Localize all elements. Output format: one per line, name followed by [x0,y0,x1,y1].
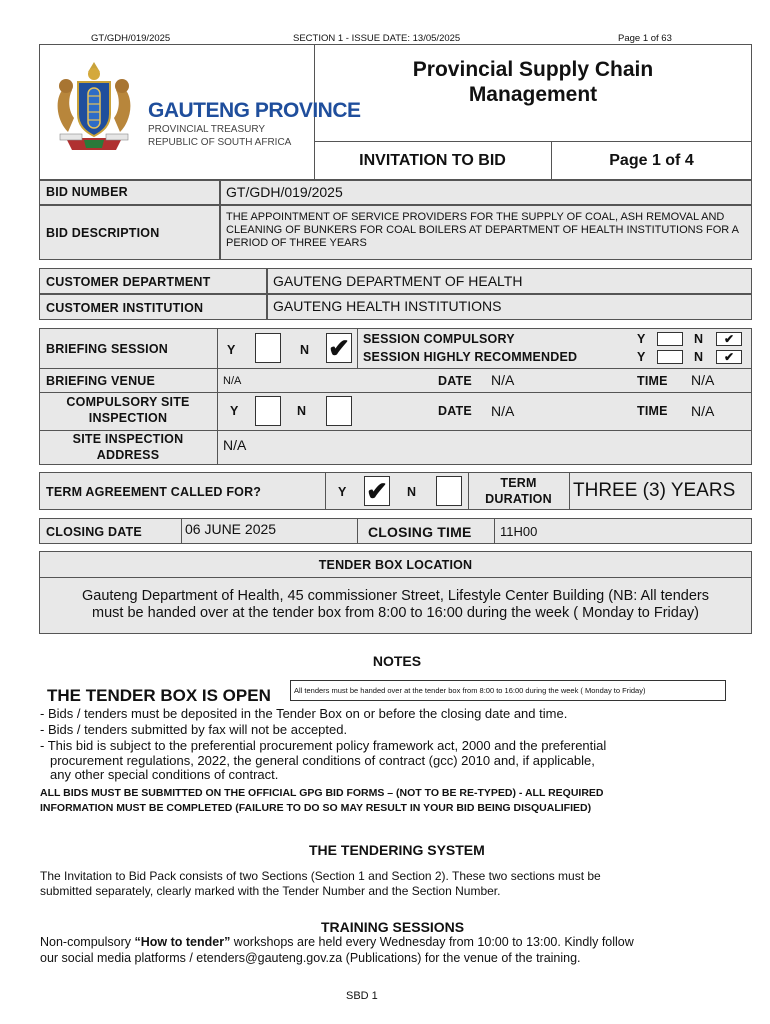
term-duration-label-line-2: DURATION [485,492,552,506]
briefing-n-label: N [300,343,310,357]
term-duration-label-line-1: TERM [500,476,537,490]
footer-sbd: SBD 1 [346,990,378,1002]
header-page: Page 1 of 63 [618,33,672,44]
bid-description: THE APPOINTMENT OF SERVICE PROVIDERS FOR THE SUPPLY OF COAL, ASH REMOVAL AND CLEANING OF BUNKERS FOR COAL BOILERS AT DEPARTMENT OF HEALTH INSTITUTIONS FOR A PERIOD OF THREE YEARS [226,211,739,249]
tender-box-open-heading: THE TENDER BOX IS OPEN [47,686,271,705]
briefing-venue: N/A [223,375,242,387]
compulsory-no-checkbox[interactable]: ✔ [716,332,742,346]
term-no-checkbox[interactable] [436,476,462,506]
briefing-date-label: DATE [438,374,472,388]
site-inspection-label-line-2: INSPECTION [88,411,168,425]
tender-box-title: TENDER BOX LOCATION [318,558,473,572]
closing-time-label: CLOSING TIME [368,524,472,540]
note-bullet-2: - Bids / tenders submitted by fax will not be accepted. [40,722,348,737]
briefing-session-label: BRIEFING SESSION [46,342,168,356]
recommended-yes-checkbox[interactable] [657,350,683,364]
logo-line-1: PROVINCIAL TREASURY [148,124,266,135]
site-address-label-line-2: ADDRESS [96,448,160,462]
note-bullet-3-line-2: procurement regulations, 2022, the general conditions of contract (gcc) 2010 and, if applicable, [50,753,595,768]
customer-department: GAUTENG DEPARTMENT OF HEALTH [273,273,523,289]
tender-box-line-1: Gauteng Department of Health, 45 commissioner Street, Lifestyle Center Building (NB: All tenders [81,588,710,604]
warning-line-2: INFORMATION MUST BE COMPLETED (FAILURE TO DO SO MAY RESULT IN YOUR BID BEING DISQUALIFIED) [40,802,592,814]
logo-name: GAUTENG PROVINCE [148,99,361,122]
briefing-venue-label: BRIEFING VENUE [46,374,156,388]
site-date: N/A [491,403,515,419]
training-sessions-title: TRAINING SESSIONS [321,919,465,935]
bid-number-label: BID NUMBER [46,185,128,199]
logo-line-2: REPUBLIC OF SOUTH AFRICA [148,137,292,148]
training-line-2: our social media platforms / etenders@gauteng.gov.za (Publications) for the venue of the training. [40,951,581,965]
recommended-y-label: Y [637,350,646,364]
tender-box-line-2: must be handed over at the tender box from 8:00 to 16:00 during the week ( Monday to Friday) [92,605,699,621]
compulsory-yes-checkbox[interactable] [657,332,683,346]
term-agreement-label: TERM AGREEMENT CALLED FOR? [46,485,262,499]
briefing-date: N/A [491,372,515,388]
site-address: N/A [223,437,247,453]
site-date-label: DATE [438,404,472,418]
header-section: SECTION 1 - ISSUE DATE: 13/05/2025 [293,33,461,44]
customer-institution-label: CUSTOMER INSTITUTION [46,301,204,315]
session-recommended-label: SESSION HIGHLY RECOMMENDED [363,350,578,364]
site-inspection-label [39,394,217,426]
site-inspection-label-line-1: COMPULSORY SITE [66,395,190,409]
form-page-number: Page 1 of 4 [609,152,694,169]
tender-box-open-note: All tenders must be handed over at the tender box from 8:00 to 16:00 during the week ( Monday to Friday) [290,680,726,701]
tendering-line-1: The Invitation to Bid Pack consists of two Sections (Section 1 and Section 2). These two sections must be [40,869,601,883]
page-title-line-1: Provincial Supply Chain [412,58,654,81]
training-line-1 [40,935,634,949]
bid-description-label: BID DESCRIPTION [46,226,160,240]
closing-date-label: CLOSING DATE [46,525,142,539]
recommended-no-checkbox[interactable]: ✔ [716,350,742,364]
briefing-no-checkbox[interactable]: ✔ [326,333,352,363]
term-duration-label [468,475,569,507]
compulsory-y-label: Y [637,332,646,346]
site-y-label: Y [230,404,239,418]
coat-of-arms-logo [44,58,144,158]
briefing-yes-checkbox[interactable] [255,333,281,363]
site-n-label: N [297,404,307,418]
briefing-time: N/A [691,372,715,388]
note-bullet-3-line-3: any other special conditions of contract. [50,767,279,782]
site-yes-checkbox[interactable] [255,396,281,426]
site-no-checkbox[interactable] [326,396,352,426]
invitation-to-bid: INVITATION TO BID [359,152,506,169]
site-time-label: TIME [637,404,668,418]
customer-institution: GAUTENG HEALTH INSTITUTIONS [273,298,502,314]
warning-line-1: ALL BIDS MUST BE SUBMITTED ON THE OFFICIAL GPG BID FORMS – (NOT TO BE RE-TYPED) - ALL REQUIRED [40,787,604,799]
training-pre: Non-compulsory [40,935,135,949]
term-yes-checkbox[interactable]: ✔ [364,476,390,506]
note-bullet-3-line-1: - This bid is subject to the preferential procurement policy framework act, 2000 and the preferential [40,738,607,753]
training-post: workshops are held every Wednesday from 10:00 to 13:00. Kindly follow [230,935,634,949]
closing-date: 06 JUNE 2025 [185,521,277,537]
header-ref: GT/GDH/019/2025 [91,33,171,44]
bid-number: GT/GDH/019/2025 [226,184,343,200]
term-duration: THREE (3) YEARS [573,480,736,501]
site-address-label [39,431,217,463]
training-how-to-tender: “How to tender” [134,935,231,949]
site-address-label-line-1: SITE INSPECTION [72,432,184,446]
compulsory-n-label: N [694,332,704,346]
briefing-y-label: Y [227,343,236,357]
tendering-system-title: THE TENDERING SYSTEM [309,842,485,858]
recommended-n-label: N [694,350,704,364]
briefing-time-label: TIME [637,374,668,388]
page-title-line-2: Management [468,83,598,106]
term-y-label: Y [338,485,347,499]
term-n-label: N [407,485,417,499]
note-bullet-1: - Bids / tenders must be deposited in the Tender Box on or before the closing date and time. [40,706,568,721]
session-compulsory-label: SESSION COMPULSORY [363,332,515,346]
site-time: N/A [691,403,715,419]
tendering-line-2: submitted separately, clearly marked with the Tender Number and the Section Number. [40,884,501,898]
customer-department-label: CUSTOMER DEPARTMENT [46,275,211,289]
notes-title: NOTES [372,653,422,669]
closing-time: 11H00 [500,524,538,539]
